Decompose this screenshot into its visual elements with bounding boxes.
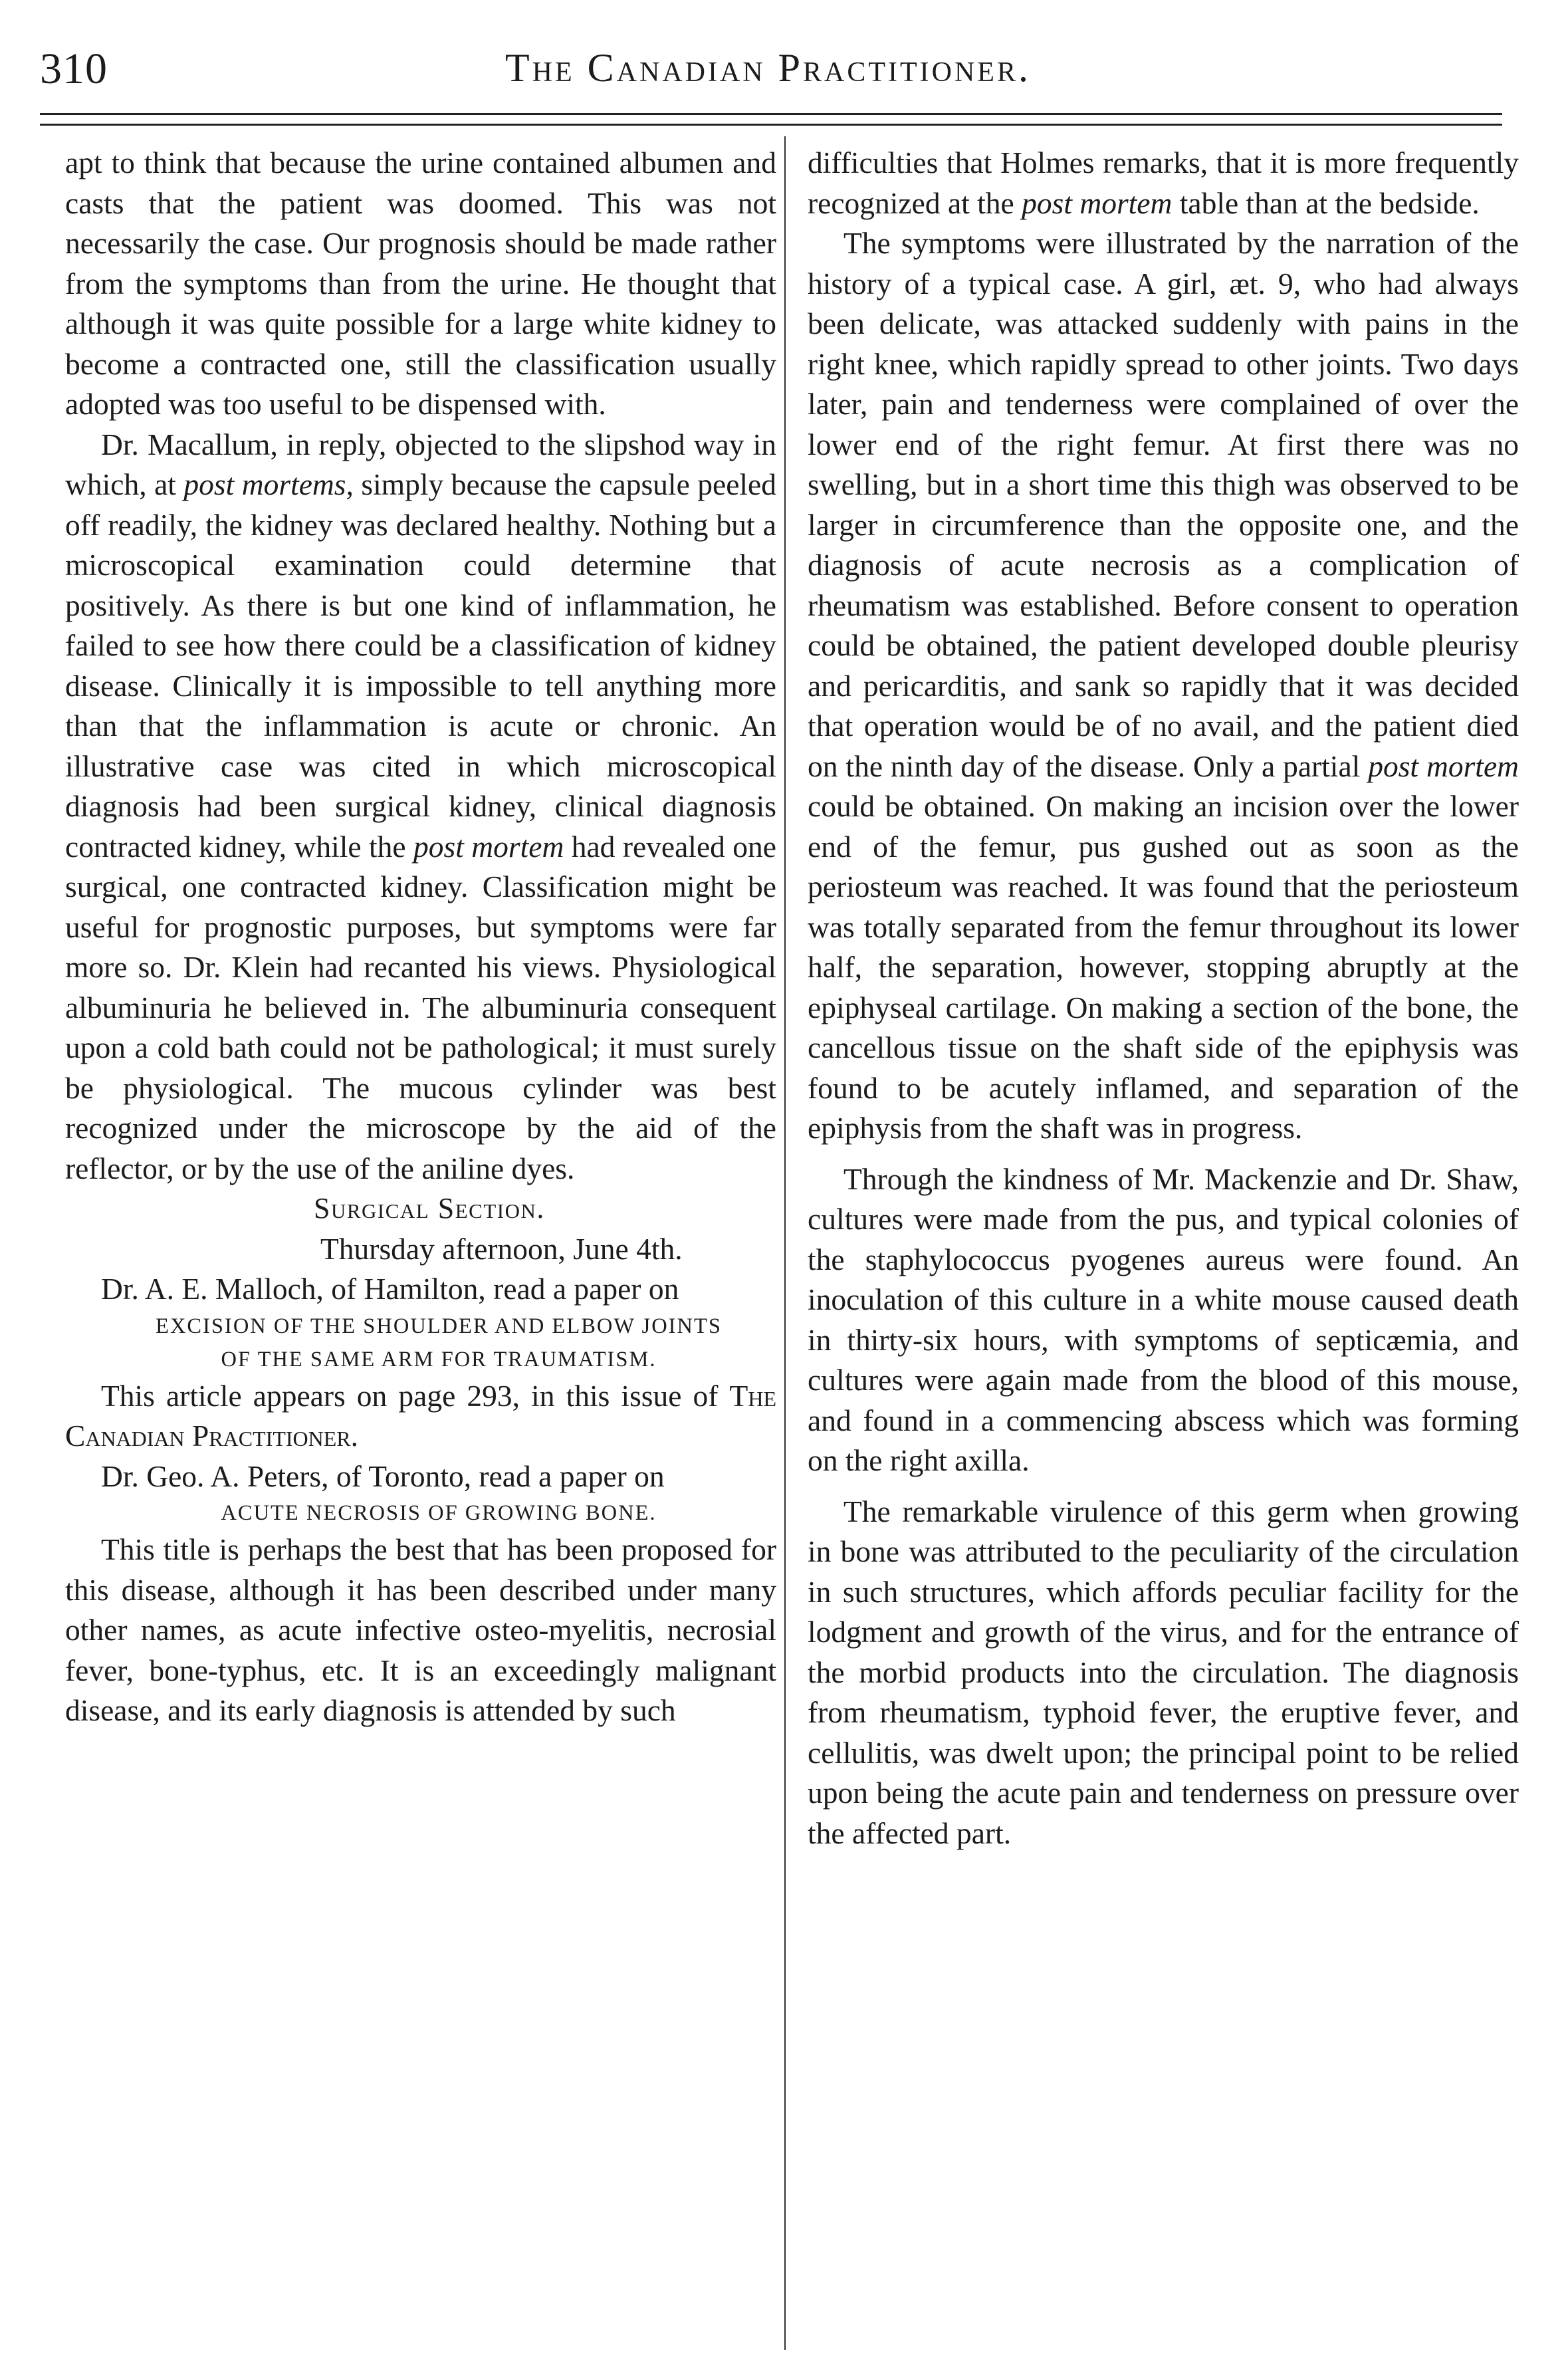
right-column: [808, 143, 1519, 1853]
paragraph: Dr. A. E. Malloch, of Hamilton, read a paper on: [101, 1272, 679, 1306]
page-number: 310: [40, 45, 108, 93]
paragraph: This article appears on page 293, in this issue of The Canadian Practitioner.: [65, 1378, 776, 1453]
section-heading: Surgical Section.: [314, 1192, 545, 1225]
article-title: ACUTE NECROSIS OF GROWING BONE.: [221, 1501, 657, 1525]
column-divider: [784, 136, 786, 2350]
left-column: [65, 143, 776, 1731]
paragraph: The remarkable virulence of this germ when growing in bone was attributed to the peculiarity of the circulation in such structures, which affords peculiar facility for the lodgment and growth of the virus, and for the entrance of the morbid products into the circulation. The diagnosis from rheumatism, typhoid fever, the eruptive fever, and cellulitis, was dwelt upon; the principal point to be relied upon being the acute pain and tenderness on pressure over the affected part.: [808, 1494, 1519, 1850]
paragraph: The symptoms were illustrated by the narration of the history of a typical case. A girl, æt. 9, who had always been delicate, was attacked suddenly with pains in the right knee, which rapidly spread to other joints. Two days later, pain and tenderness were complained of over the lower end of the right femur. At first there was no swelling, but in a short time this thigh was observed to be larger in circumference than the opposite one, and the diagnosis of acute necrosis as a complication of rheumatism was established. Before consent to operation could be obtained, the patient developed double pleurisy and pericarditis, and sank so rapidly that it was decided that operation would be of no avail, and the patient died on the ninth day of the disease. Only a partial post mortem could be obtained. On making an incision over the lower end of the femur, pus gushed out as soon as the periosteum was reached. It was found that the periosteum was totally separated from the femur throughout its lower half, the separation, however, stopping abruptly at the epiphyseal cartilage. On making a section of the bone, the cancellous tissue on the shaft side of the epiphysis was found to be acutely inflamed, and separation of the epiphysis from the shaft was in progress.: [808, 226, 1519, 1145]
paragraph: apt to think that because the urine contained albumen and casts that the patient was doomed. This was not necessarily the case. Our prognosis should be made rather from the symptoms than from the urine. He thought that although it was quite possible for a large white kidney to become a contracted one, still the classification usually adopted was too useful to be dispensed with.: [65, 146, 776, 421]
paragraph: This title is perhaps the best that has been proposed for this disease, although it has been described under many other names, as acute infective osteo-myelitis, necrosial fever, bone-typhus, etc. It is an exceedingly malignant disease, and its early diagnosis is attended by such: [65, 1532, 776, 1727]
article-title: EXCISION OF THE SHOULDER AND ELBOW JOINTS OF THE SAME ARM FOR TRAUMATISM.: [156, 1314, 722, 1371]
header-rule-bottom: [40, 124, 1502, 126]
paragraph: Dr. Macallum, in reply, objected to the slipshod way in which, at post mortems, simply because the capsule peeled off readily, the kidney was declared healthy. Nothing but a microscopical examination could determine that positively. As there is but one kind of inflammation, he failed to see how there could be a classification of kidney disease. Clinically it is impossible to tell anything more than that the inflammation is acute or chronic. An illustrative case was cited in which microscopical diagnosis had been surgical kidney, clinical diagnosis contracted kidney, while the post mortem had revealed one surgical, one contracted kidney. Classification might be useful for prognostic purposes, but symptoms were far more so. Dr. Klein had recanted his views. Physiological albuminuria he believed in. The albuminuria consequent upon a cold bath could not be pathological; it must surely be physiological. The mucous cylinder was best recognized under the microscope by the aid of the reflector, or by the use of the aniline dyes.: [65, 427, 777, 1185]
journal-title: The Canadian Practitioner.: [505, 46, 1031, 90]
paragraph: difficulties that Holmes remarks, that it is more frequently recognized at the post mortem table than at the bedside.: [808, 146, 1519, 220]
dateline: Thursday afternoon, June 4th.: [320, 1231, 683, 1266]
paragraph: Dr. Geo. A. Peters, of Toronto, read a paper on: [101, 1459, 665, 1493]
running-head: [40, 32, 1489, 98]
paragraph: Through the kindness of Mr. Mackenzie and Dr. Shaw, cultures were made from the pus, and typical colonies of the staphylococcus pyogenes aureus were found. An inoculation of this culture in a white mouse caused death in thirty-six hours, with symptoms of septicæmia, and cultures were again made from the blood of this mouse, and found in a commencing abscess which was forming on the right axilla.: [808, 1161, 1519, 1477]
header-rule-top: [40, 113, 1502, 115]
